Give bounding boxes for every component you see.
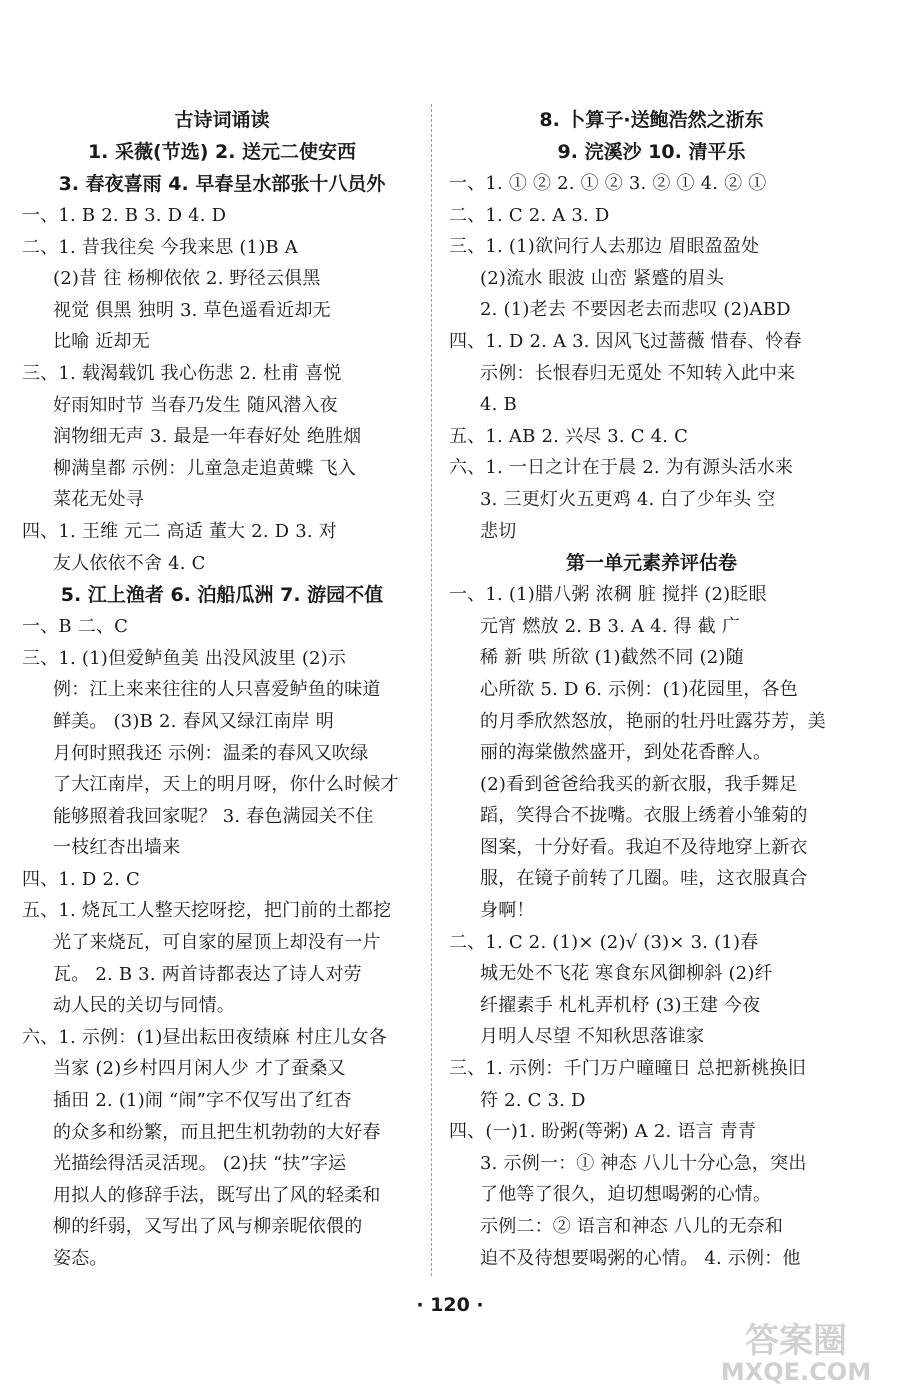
answer-line: 润物细无声 3. 最是一年春好处 绝胜烟 <box>53 426 362 448</box>
answer-line: 柳满皇都 示例：儿童急走追黄蝶 飞入 <box>53 457 357 479</box>
answer-line: 迫不及待想要喝粥的心情。 4. 示例：他 <box>480 1247 801 1269</box>
answer-line: 悲切 <box>480 520 517 542</box>
answer-line: 菜花无处寻 <box>53 489 144 511</box>
answer-line: 瓦。 2. B 3. 两首诗都表达了诗人对劳 <box>53 963 362 985</box>
answer-line: 示例：长恨春归无觅处 不知转入此中来 <box>480 362 796 384</box>
answer-line: 当家 (2)乡村四月闲人少 才了蚕桑又 <box>53 1058 346 1080</box>
answer-line: 一、1. ① ② 2. ① ② 3. ② ① 4. ② ① <box>449 173 767 194</box>
answer-line: 姿态。 <box>53 1248 108 1269</box>
answer-line: 五、1. 烧瓦工人整天挖呀挖，把门前的土都挖 <box>22 900 392 922</box>
answer-line: 二、1. C 2. A 3. D <box>449 204 610 226</box>
answer-line: 了他等了很久，迫切想喝粥的心情。 <box>480 1184 772 1206</box>
answer-line: 六、1. 一日之计在于晨 2. 为有源头活水来 <box>449 457 794 479</box>
section-title: 第一单元素养评估卷 <box>565 552 737 575</box>
column-divider <box>431 104 432 1276</box>
answer-line: 柳的纤弱，又写出了风与柳亲昵依偎的 <box>53 1216 363 1238</box>
answer-line: 心所欲 5. D 6. 示例：(1)花园里，各色 <box>480 678 798 700</box>
answer-line: 2. (1)老去 不要因老去而悲叹 (2)ABD <box>480 299 791 321</box>
answer-line: 一、B 二、C <box>22 616 129 638</box>
answer-line: 三、1. (1)欲问行人去那边 眉眼盈盈处 <box>449 236 760 258</box>
section-title: 5. 江上渔者 6. 泊船瓜洲 7. 游园不值 <box>60 584 384 607</box>
answer-line: 三、1. (1)但爱鲈鱼美 出没风波里 (2)示 <box>22 647 347 669</box>
left-column <box>22 104 422 1275</box>
answer-line: 动人民的关切与同情。 <box>53 995 235 1017</box>
answer-line: 丽的海棠傲然盛开，到处花香醉人。 <box>480 742 772 764</box>
answer-line: 五、1. AB 2. 兴尽 3. C 4. C <box>449 425 689 447</box>
answer-line: 符 2. C 3. D <box>480 1089 586 1111</box>
answer-line: 3. 示例一：① 神态 八儿十分心急，突出 <box>480 1152 807 1174</box>
answer-line: 一枝红杏出墙来 <box>53 837 181 859</box>
answer-line: (2)流水 眼波 山峦 紧蹙的眉头 <box>480 267 725 289</box>
answer-line: 四、1. 王维 元二 高适 董大 2. D 3. 对 <box>22 520 337 542</box>
answer-line: 示例二：② 语言和神态 八儿的无奈和 <box>480 1216 784 1237</box>
watermark-text-top: 答案圈 <box>745 1321 847 1361</box>
answer-line: 的月季欣然怒放，艳丽的牡丹吐露芬芳，美 <box>480 710 826 732</box>
answer-line: 例：江上来来往往的人只喜爱鲈鱼的味道 <box>53 679 381 701</box>
answer-line: 蹈，笑得合不拢嘴。衣服上绣着小雏菊的 <box>480 805 808 827</box>
section-title: 1. 采薇(节选) 2. 送元二使安西 <box>87 141 357 163</box>
answer-line: 用拟人的修辞手法，既写出了风的轻柔和 <box>53 1184 381 1206</box>
answer-line: (2)看到爸爸给我买的新衣服，我手舞足 <box>480 773 798 795</box>
answer-line: 一、1. B 2. B 3. D 4. D <box>22 205 227 226</box>
answer-line: 鲜美。 (3)B 2. 春风又绿江南岸 明 <box>53 710 334 732</box>
answer-line: 一、1. (1)腊八粥 浓稠 脏 搅拌 (2)眨眼 <box>449 584 767 606</box>
answer-line: 二、1. 昔我往矣 今我来思 (1)B A <box>22 236 298 258</box>
section-title: 9. 浣溪沙 10. 清平乐 <box>557 141 746 163</box>
answer-line: 能够照着我回家呢？ 3. 春色满园关不住 <box>53 805 374 827</box>
answer-line: 好雨知时节 当春乃发生 随风潜入夜 <box>53 394 338 416</box>
answer-line: 服，在镜子前转了几圈。哇，这衣服真合 <box>480 868 808 890</box>
answer-line: (2)昔 往 杨柳依依 2. 野径云俱黑 <box>53 268 321 290</box>
answer-line: 四、(一)1. 盼粥(等粥) A 2. 语言 青青 <box>449 1121 757 1143</box>
section-title: 3. 春夜喜雨 4. 早春呈水部张十八员外 <box>58 173 386 195</box>
answer-line: 四、1. D 2. A 3. 因风飞过蔷薇 惜春、怜春 <box>449 330 802 352</box>
answer-line: 身啊！ <box>480 900 535 922</box>
page-number: · 120 · <box>416 1294 484 1316</box>
answer-line: 比喻 近却无 <box>53 331 150 353</box>
answer-line: 视觉 俱黑 独明 3. 草色遥看近却无 <box>53 299 331 321</box>
watermark-text-bottom: MXQE.COM <box>720 1358 872 1384</box>
answer-line: 图案，十分好看。我迫不及待地穿上新衣 <box>480 836 808 858</box>
answer-line: 稀 新 哄 所欲 (1)截然不同 (2)随 <box>480 647 744 669</box>
answer-line: 二、1. C 2. (1)× (2)√ (3)× 3. (1)春 <box>449 931 759 953</box>
answer-line: 月明人尽望 不知秋思落谁家 <box>480 1026 705 1048</box>
section-title: 8. 卜算子·送鲍浩然之浙东 <box>539 109 764 131</box>
answer-line: 光了来烧瓦，可自家的屋顶上却没有一片 <box>53 932 381 954</box>
answer-line: 纤擢素手 札札弄机杼 (3)王建 今夜 <box>480 994 761 1016</box>
answer-line: 3. 三更灯火五更鸡 4. 白了少年头 空 <box>480 488 776 510</box>
answer-line: 光描绘得活灵活现。 (2)扶 “扶”字运 <box>53 1153 347 1175</box>
section-title: 古诗词诵读 <box>174 109 270 131</box>
answer-line: 的众多和纷繁，而且把生机勃勃的大好春 <box>53 1121 381 1143</box>
answer-line: 三、1. 示例：千门万户曈曈日 总把新桃换旧 <box>449 1058 807 1080</box>
answer-line: 了大江南岸，天上的明月呀，你什么时候才 <box>53 774 399 796</box>
right-column <box>449 104 854 1274</box>
answer-line: 城无处不飞花 寒食东风御柳斜 (2)纤 <box>480 963 773 985</box>
answer-line: 三、1. 载渴载饥 我心伤悲 2. 杜甫 喜悦 <box>22 362 342 384</box>
answer-line: 四、1. D 2. C <box>22 868 140 890</box>
answer-line: 友人依依不舍 4. C <box>53 552 206 574</box>
answer-line: 4. B <box>480 394 517 416</box>
answer-line: 六、1. 示例：(1)昼出耘田夜绩麻 村庄儿女各 <box>22 1026 387 1048</box>
watermark-logo <box>700 1318 892 1384</box>
answer-line: 元宵 燃放 2. B 3. A 4. 得 截 广 <box>480 615 741 637</box>
answer-line: 月何时照我还 示例：温柔的春风又吹绿 <box>53 742 369 764</box>
answer-line: 插田 2. (1)闹 “闹”字不仅写出了红杏 <box>53 1090 352 1112</box>
